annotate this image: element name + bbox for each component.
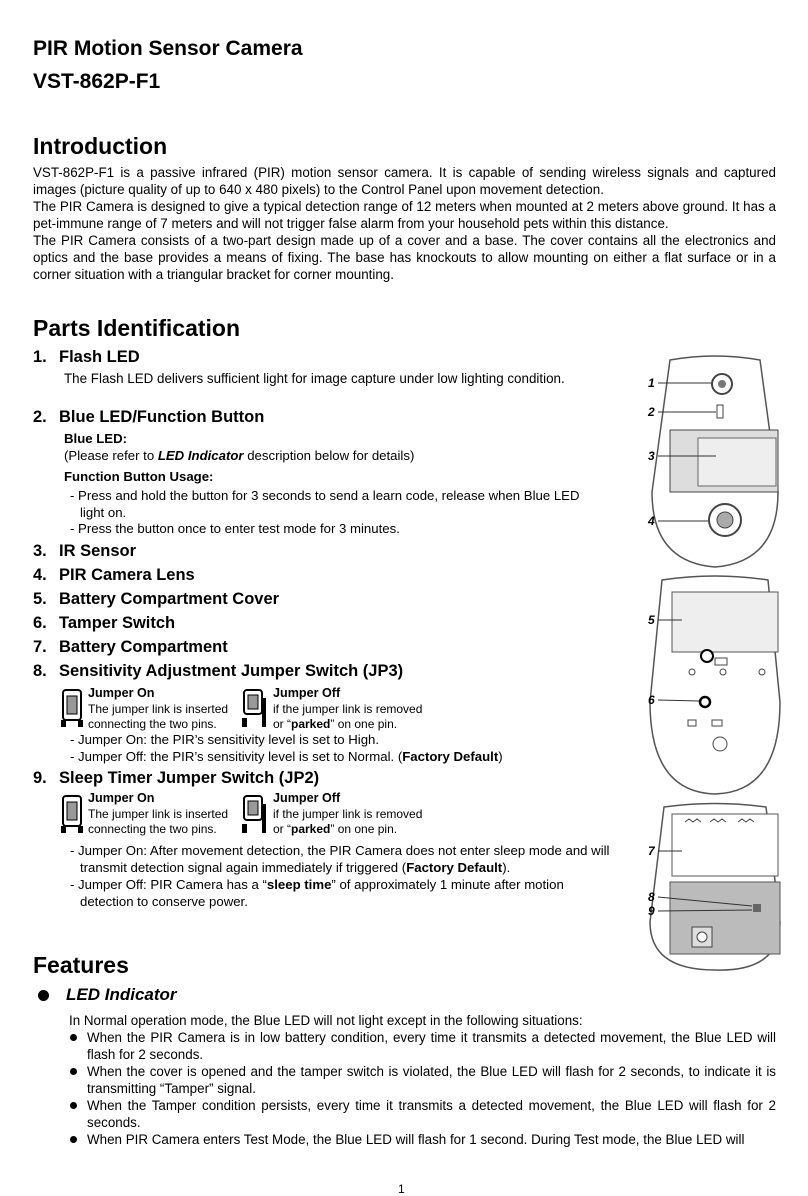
- base-illustration: [650, 576, 780, 794]
- led-bullet-1: [70, 1029, 776, 1063]
- jumper-on-desc1: The jumper link is inserted: [88, 807, 229, 821]
- jumper-on-icon: [60, 794, 84, 834]
- bullet-text: When PIR Camera enters Test Mode, the Blue LED will flash for 1 second. During Test mode, the Blue LED will: [87, 1132, 745, 1147]
- text-span: ” on one pin.: [330, 717, 398, 731]
- doc-title-line1: PIR Motion Sensor Camera: [33, 37, 303, 60]
- figure-label-4: 4: [648, 514, 655, 528]
- text-span: - Jumper On: After movement detection, the PIR Camera does not enter sleep mode and will transmit detection signal again immediately if triggered (: [70, 843, 610, 875]
- part-num: 7.: [33, 638, 47, 656]
- jp3-on-desc: - Jumper On: the PIR’s sensitivity level is set to High.: [70, 732, 380, 747]
- flash-led-description: The Flash LED delivers sufficient light for image capture under low lighting condition.: [64, 371, 565, 386]
- led-bullet-4: [70, 1131, 776, 1148]
- device-diagrams: [640, 352, 790, 972]
- part-label: Battery Compartment Cover: [59, 590, 280, 608]
- text-span: (Please refer to: [64, 448, 158, 463]
- figure-label-6: 6: [648, 693, 655, 707]
- figure-label-9: 9: [648, 904, 655, 918]
- part-num: 5.: [33, 590, 47, 608]
- jumper-on-title: Jumper On: [88, 686, 155, 700]
- led-intro: In Normal operation mode, the Blue LED will not light except in the following situations:: [69, 1013, 583, 1028]
- bullet-icon: [70, 1102, 77, 1109]
- part-item-ir-sensor: [33, 541, 136, 561]
- introduction-p2: The PIR Camera is designed to give a typical detection range of 12 meters when mounted at 2 meters above ground. It has a pet-immune range of 7 meters and will not trigger false alarm from your household pets within this distance.: [33, 199, 776, 231]
- figure-label-7: 7: [648, 844, 655, 858]
- bullet-text: When the Tamper condition persists, every time it transmits a detected movement, the Blue LED will flash for 2 seconds.: [87, 1098, 776, 1130]
- factory-default-label: Factory Default: [402, 749, 499, 764]
- jumper-off-desc1: if the jumper link is removed: [273, 807, 423, 821]
- jumper-off-title: Jumper Off: [273, 686, 341, 700]
- text-span: ).: [502, 860, 511, 875]
- figure-label-1: 1: [648, 376, 655, 390]
- function-button-label: Function Button Usage:: [64, 469, 214, 484]
- part-num: 4.: [33, 566, 47, 584]
- text-span: - Jumper Off: PIR Camera has a “: [70, 877, 267, 892]
- part-item-battery-compartment: [33, 637, 228, 657]
- parts-heading: Parts Identification: [33, 315, 241, 341]
- part-item-blue-led: [33, 407, 264, 427]
- led-indicator-reference: LED Indicator: [157, 448, 244, 463]
- part-label: Tamper Switch: [59, 614, 176, 632]
- led-indicator-heading: LED Indicator: [66, 985, 177, 1004]
- part-num: 8.: [33, 662, 47, 680]
- bullet-text: When the PIR Camera is in low battery condition, every time it transmits a detected movement, the Blue LED will flash for 2 seconds.: [87, 1030, 776, 1062]
- sleep-time-label: sleep time: [266, 877, 332, 892]
- bullet-text: When the cover is opened and the tamper switch is violated, the Blue LED will flash for 2 seconds, to indicate it is transmitting “Tamper” signal.: [87, 1064, 776, 1096]
- part-label: Battery Compartment: [59, 638, 228, 656]
- part-item-battery-cover: [33, 589, 279, 609]
- factory-default-label: Factory Default: [406, 860, 503, 875]
- jumper-on-desc1: The jumper link is inserted: [88, 702, 229, 716]
- part-num: 2.: [33, 408, 47, 426]
- part-label: IR Sensor: [59, 542, 137, 560]
- jumper-off-desc2: [273, 717, 397, 732]
- jumper-off-desc2: [273, 822, 397, 837]
- text-span: ): [498, 749, 503, 764]
- bullet-icon: [70, 1068, 77, 1075]
- introduction-p1: VST-862P-F1 is a passive infrared (PIR) motion sensor camera. It is capable of sending wireless signals and captured images (picture quality of up to 640 x 480 pixels) to the Control Panel upon movement detection.: [33, 165, 776, 197]
- part-label: Blue LED/Function Button: [59, 408, 265, 426]
- part-label: Sleep Timer Jumper Switch (JP2): [59, 769, 320, 787]
- part-label: Sensitivity Adjustment Jumper Switch (JP3): [59, 662, 404, 680]
- part-num: 3.: [33, 542, 47, 560]
- figure-label-2: 2: [648, 405, 655, 419]
- jp3-off-desc: [70, 748, 503, 765]
- part-num: 6.: [33, 614, 47, 632]
- introduction-p3: The PIR Camera consists of a two-part design made up of a cover and a base. The cover contains all the electronics and optics and the base provides a means of fixing. The base has knockouts to allow mounting on either a flat surface or in a corner situation with a triangular bracket for corner mounting.: [33, 233, 776, 282]
- blue-led-description: [64, 447, 414, 464]
- part-item-jp2: [33, 768, 319, 788]
- figure-label-5: 5: [648, 613, 655, 627]
- part-num: 1.: [33, 348, 47, 366]
- function-usage-2: - Press the button once to enter test mode for 3 minutes.: [70, 521, 400, 536]
- jumper-on-desc2: connecting the two pins.: [88, 717, 217, 731]
- function-usage-1: - Press and hold the button for 3 seconds to send a learn code, release when Blue LED light on.: [70, 488, 580, 520]
- jumper-off-title: Jumper Off: [273, 791, 341, 805]
- jumper-on-icon: [60, 688, 84, 728]
- text-span: ” of approximately 1 minute after motion detection to conserve power.: [80, 877, 564, 909]
- text-span: - Jumper Off: the PIR’s sensitivity level is set to Normal. (: [70, 749, 403, 764]
- text-span: or “: [273, 717, 291, 731]
- page-number: 1: [398, 1182, 405, 1196]
- part-item-flash-led: [33, 347, 140, 367]
- part-item-tamper-switch: [33, 613, 175, 633]
- bullet-icon: [70, 1136, 77, 1143]
- text-span: description below for details): [243, 448, 415, 463]
- battery-compartment-illustration: [650, 804, 780, 971]
- text-span: or “: [273, 822, 291, 836]
- jumper-on-desc2: connecting the two pins.: [88, 822, 217, 836]
- bullet-icon: [38, 990, 49, 1001]
- jp2-on-desc: [70, 842, 628, 876]
- led-bullet-3: [70, 1097, 776, 1131]
- jumper-off-desc1: if the jumper link is removed: [273, 702, 423, 716]
- led-bullet-2: [70, 1063, 776, 1097]
- part-label: Flash LED: [59, 348, 140, 366]
- part-label: PIR Camera Lens: [59, 566, 195, 584]
- part-num: 9.: [33, 769, 47, 787]
- blue-led-label: Blue LED:: [64, 431, 128, 446]
- jumper-off-icon: [242, 794, 268, 834]
- jumper-on-title: Jumper On: [88, 791, 155, 805]
- introduction-heading: Introduction: [33, 133, 168, 159]
- jp2-off-desc: [70, 876, 610, 910]
- features-heading: Features: [33, 952, 129, 978]
- jumper-off-icon: [242, 688, 268, 728]
- front-cover-illustration: [652, 356, 778, 567]
- part-item-camera-lens: [33, 565, 195, 585]
- text-span: ” on one pin.: [330, 822, 398, 836]
- figure-label-8: 8: [648, 890, 655, 904]
- text-span-bold: parked: [291, 717, 331, 731]
- bullet-icon: [70, 1034, 77, 1041]
- part-item-jp3: [33, 661, 403, 681]
- figure-label-3: 3: [648, 449, 655, 463]
- text-span-bold: parked: [291, 822, 331, 836]
- doc-title-line2: VST-862P-F1: [33, 70, 161, 93]
